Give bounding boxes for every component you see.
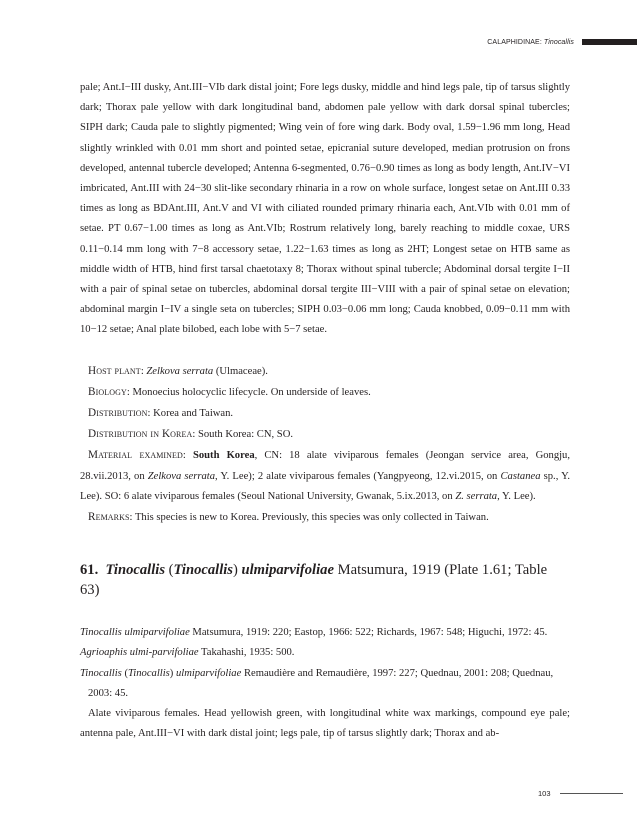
remarks-line: Remarks: This species is new to Korea. Previously, this species was only collected in Taiwan. [88, 511, 489, 524]
section-gap [80, 341, 570, 361]
material-host-3: Z. serrata [455, 490, 498, 502]
species-genus: Tinocallis [105, 562, 166, 579]
synonym-entry [80, 643, 570, 663]
biology-line: Biology: Monoecius holocyclic lifecycle. On underside of leaves. [88, 385, 371, 398]
distribution-line: Distribution: Korea and Taiwan. [88, 407, 234, 420]
final-paragraph: Alate viviparous females. Head yellowish green, with longitudinal white wax markings, compound eye pale; antenna pale, Ant.III−VI with dark distal joint; legs pale, tip of tarsus slightly dark; Thorax and ab- [80, 708, 570, 740]
material-text-2: , Y. Lee); 2 alate viviparous females (Yangpyeong, 12.vi.2015, on [215, 470, 501, 482]
synonym-epithet: ulmiparvifoliae [175, 667, 242, 679]
running-head-bar [582, 39, 637, 45]
distribution-korea-label: Distribution in Korea [88, 428, 193, 441]
running-head-family: CALAPHIDINAE: [487, 38, 542, 46]
synonym-name: Tinocallis ulmiparvifoliae [80, 627, 190, 639]
synonymy-list [80, 623, 570, 704]
species-epithet: ulmiparvifoliae [241, 562, 334, 579]
material-label: Material examined [88, 449, 183, 462]
material-country: South Korea [192, 450, 255, 462]
description-paragraph: pale; Ant.I−III dusky, Ant.III−VIb dark distal joint; Fore legs dusky, middle and hind legs pale, tip of tarsus slightly dark; Thorax pale yellow with dark longitudinal band, abdomen pale yellow with dark dorsal spinal tubercles; SIPH dark; Cauda pale to slightly pigmented; Wing vein of fore wing dark. Body oval, 1.59−1.96 mm long, Head slightly wrinkled with 0.01 mm short and pointed setae, epicranial suture developed, median protrusion on frons developed, antennal tubercle developed; Antenna 6-segmented, 0.76−0.90 times as long as body length, Ant.IV−VI imbricated, Ant.III with 24−30 slit-like secondary rhinaria in a row on whole surface, longest setae on Ant.III 0.33 times as long as BDAnt.III, Ant.V and VI with ciliated rounded primary rhinaria each, Ant.VIb with 0.01 mm of setae. PT 0.67−1.00 times as long as Ant.VIb; Rostrum relatively long, barely reaching to middle coxae, URS 0.11−0.14 mm long with 7−8 accessory setae, 1.22−1.63 times as long as 2HT; Longest setae on HTB same as middle width of HTB, hind first tarsal chaetotaxy 8; Thorax without spinal tubercle; Abdominal dorsal tergite I−II with a pair of spinal setae on tubercles, abdominal dorsal tergite III−VIII with a pair of spinal setae on elevation; abdominal margin I−IV a single seta on tubercles; SIPH 0.03−0.06 mm long; Cauda knobbed, 0.09−0.11 mm with 10−12 setae; Anal plate bilobed, each lobe with 5−7 setae. [80, 82, 570, 336]
species-refs: (Plate 1.61; Table 63) [80, 562, 548, 599]
distribution-korea-line: Distribution in Korea: South Korea: CN, SO. [88, 428, 294, 441]
synonym-subgenus: Tinocallis [127, 667, 170, 679]
page-body [80, 78, 570, 744]
species-heading: 61. Tinocallis (Tinocallis) ulmiparvifoliae Matsumura, 1919 (Plate 1.61; Table 63) [80, 562, 548, 599]
remarks-label: Remarks [88, 511, 130, 524]
material-text-4: , Y. Lee). [497, 490, 536, 502]
distribution-label: Distribution [88, 407, 148, 420]
material-host-1: Zelkova serrata [147, 470, 216, 482]
biology-label: Biology [88, 385, 127, 398]
material-text-1: , CN: 18 alate viviparous females (Jeongan service area, Gongju, 28.vii.2013, on [80, 450, 571, 482]
footer-rule [560, 793, 623, 794]
synonym-refs: Takahashi, 1935: 500. [198, 647, 295, 659]
synonym-entry: Tinocallis (Tinocallis) ulmiparvifoliae Remaudière and Remaudière, 1997: 227; Quednau, 2001: 208; Quednau, 2003: 45. [80, 667, 554, 699]
synonym-entry [80, 623, 570, 643]
species-subgenus: Tinocallis [173, 562, 233, 579]
species-author: Matsumura, 1919 [337, 562, 441, 579]
running-head-genus: Tinocallis [543, 38, 574, 46]
remarks-text: This species is new to Korea. Previously, this species was only collected in Taiwan. [134, 512, 489, 524]
page-number: 103 [538, 789, 551, 798]
distribution-korea-text: South Korea: CN, SO. [197, 429, 294, 441]
running-head [487, 36, 637, 48]
species-number: 61. [80, 562, 99, 579]
synonym-refs: Matsumura, 1919: 220; Eastop, 1966: 522; Richards, 1967: 548; Higuchi, 1972: 45. [189, 627, 548, 639]
host-plant-label: Host plant [88, 364, 141, 377]
biology-text: Monoecius holocyclic lifecycle. On underside of leaves. [132, 386, 371, 398]
page-number-footer [538, 789, 623, 798]
material-host-2: Castanea [500, 470, 541, 482]
synonym-genus: Tinocallis [80, 667, 122, 679]
material-text-3: sp., Y. Lee). SO: 6 alate viviparous females (Seoul National University, Gwanak, 5.ix.2013, on [80, 470, 571, 502]
synonym-refs: Remaudière and Remaudière, 1997: 227; Quednau, 2001: 208; Quednau, 2003: 45. [88, 667, 554, 699]
synonym-name: Agrioaphis ulmi-parvifoliae [80, 647, 199, 659]
material-examined-paragraph: Material examined: South Korea, CN: 18 alate viviparous females (Jeongan service area, Gongju, 28.vii.2013, on Zelkova serrata, Y. Lee); 2 alate viviparous females (Yangpyeong, 12.vi.2015, on Castanea sp., Y. Lee). SO: 6 alate viviparous females (Seoul National University, Gwanak, 5.ix.2013, on Z. serrata, Y. Lee). [80, 449, 571, 502]
host-plant-family: (Ulmaceae). [213, 365, 268, 377]
host-plant-species: Zelkova serrata [146, 365, 214, 377]
distribution-text: Korea and Taiwan. [153, 408, 234, 420]
host-plant-line: Host plant: Zelkova serrata (Ulmaceae). [88, 364, 268, 377]
